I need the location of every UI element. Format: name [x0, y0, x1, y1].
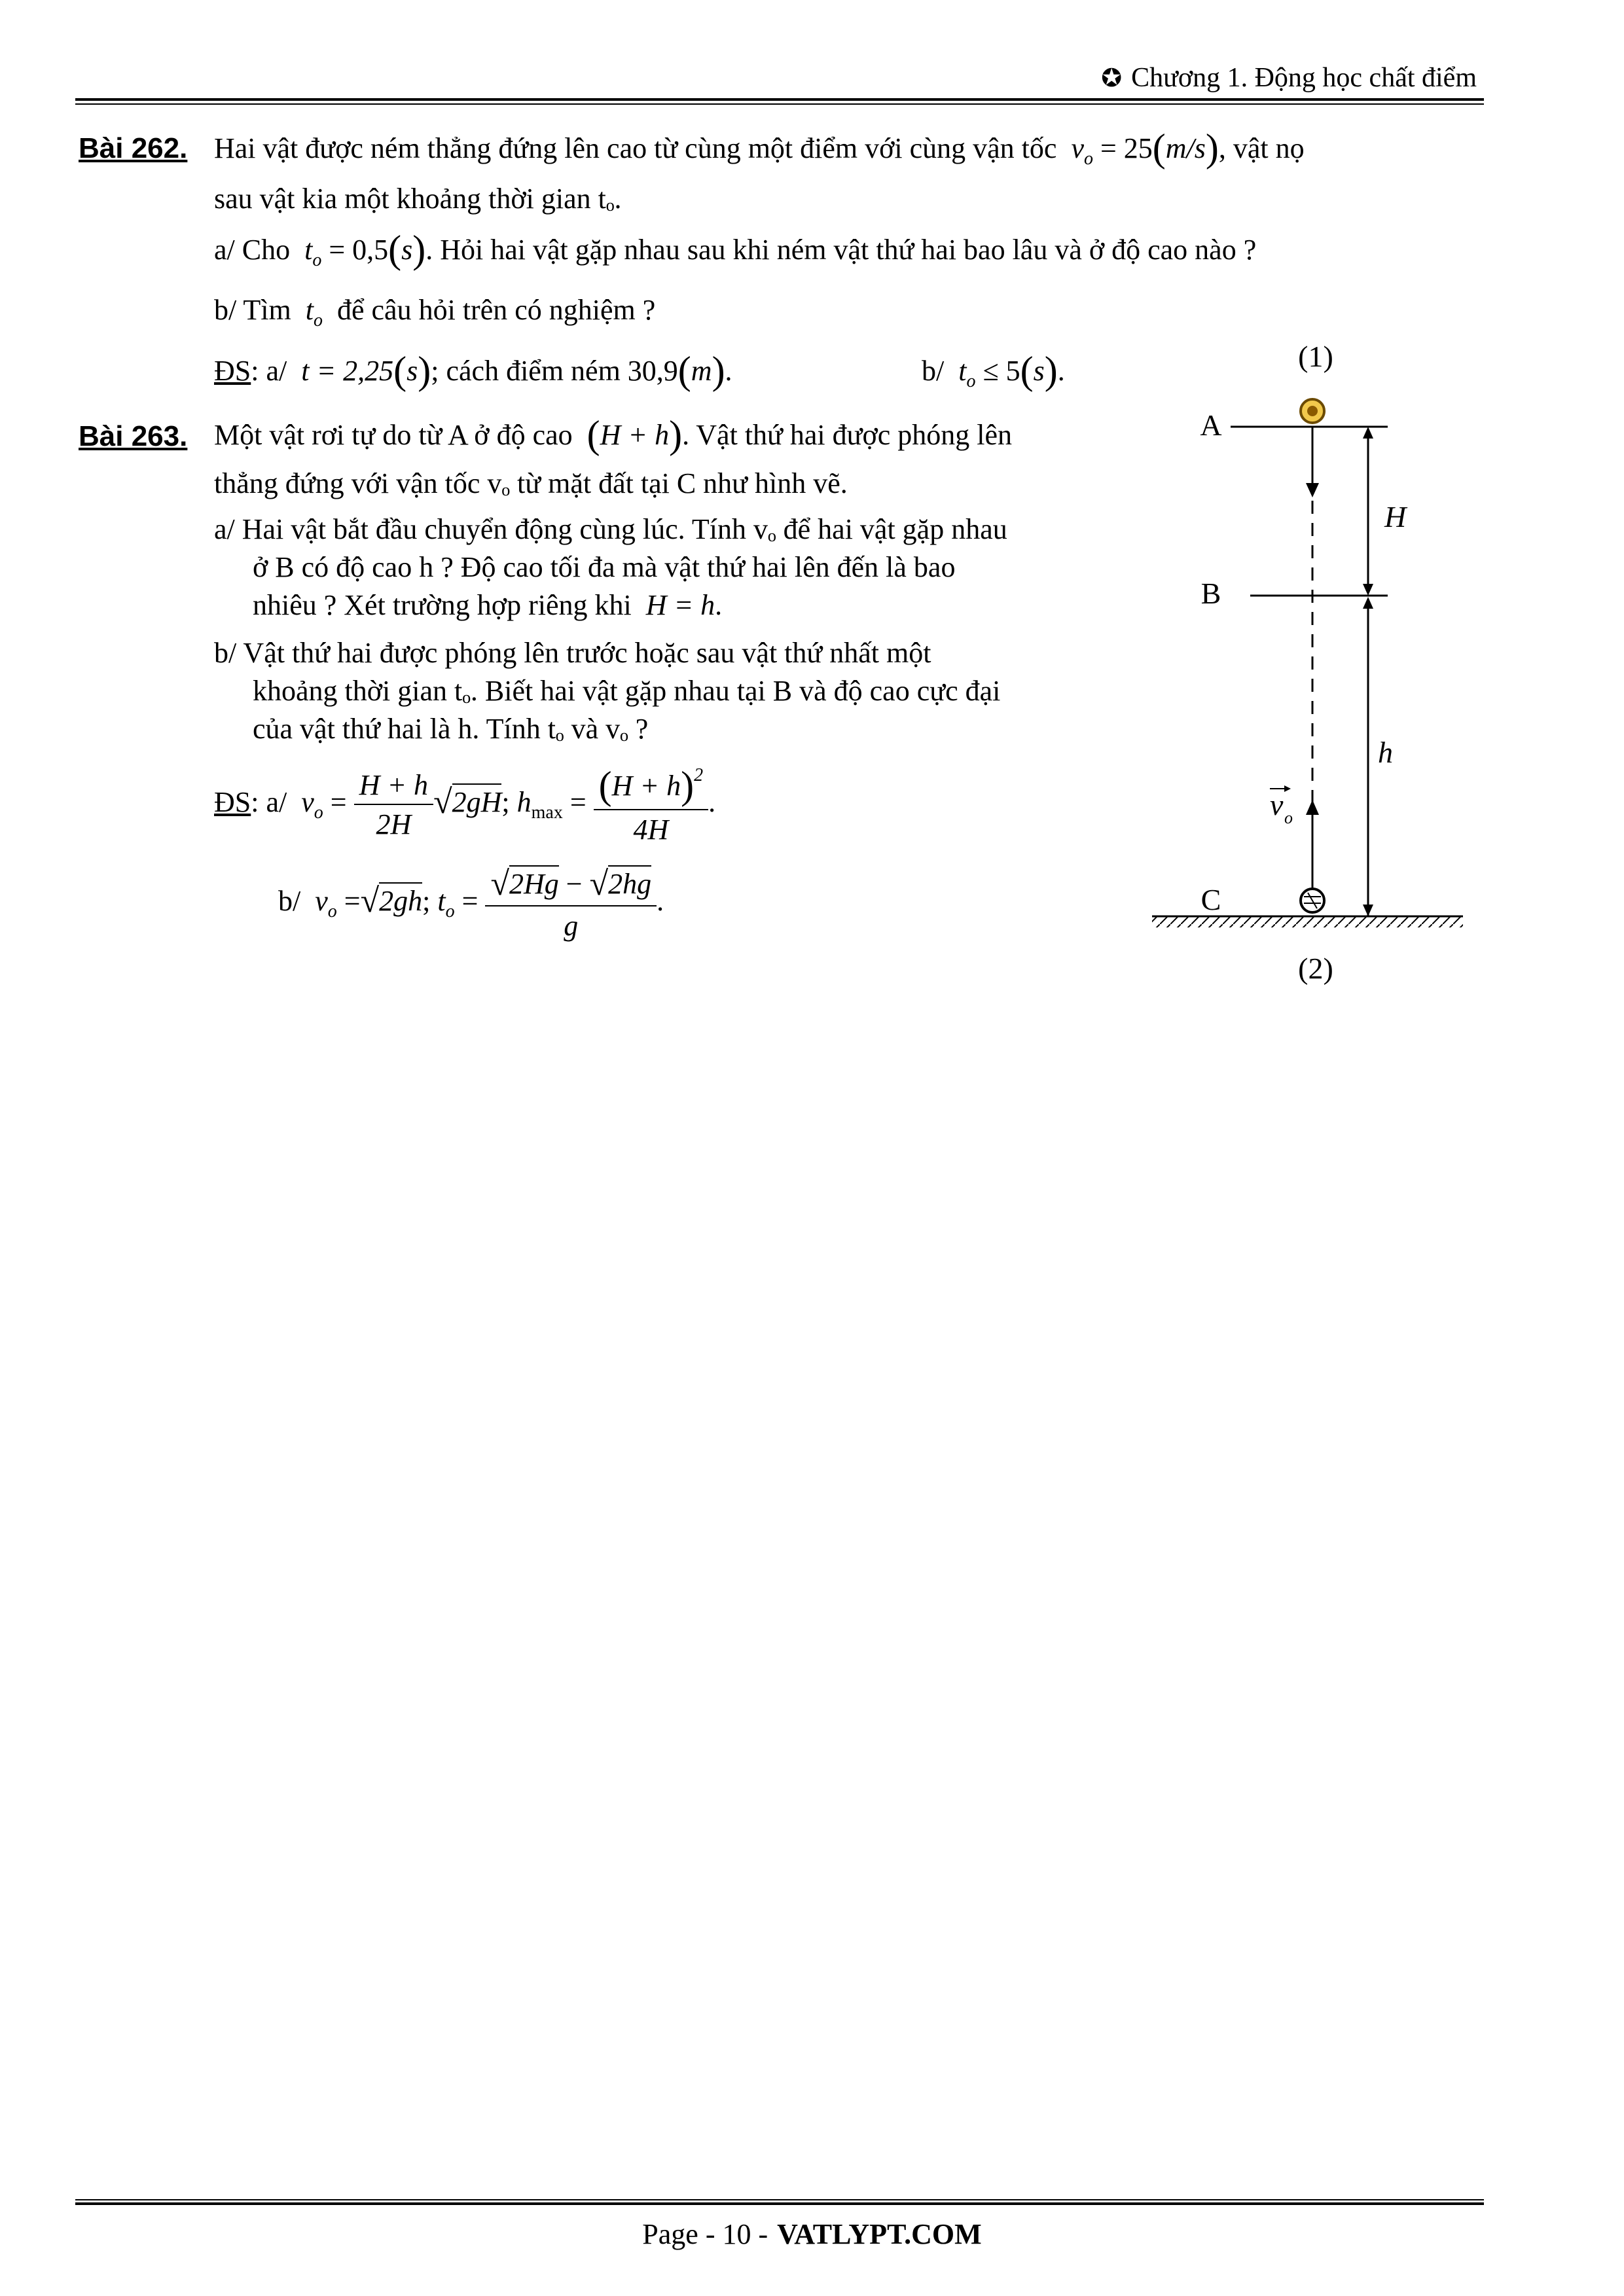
page-number: Page - 10 -	[642, 2218, 768, 2250]
chapter-title: Chương 1. Động học chất điểm	[1131, 63, 1477, 93]
problem-262-line1: Hai vật được ném thẳng đứng lên cao từ cùng một điểm với cùng vận tốc $v_o = 25(m/s)$, vật nọ	[214, 126, 1305, 170]
ball-2-icon	[1301, 889, 1324, 912]
ground-hatch	[1152, 917, 1463, 927]
problem-263-part-a-1: a/ Hai vật bắt đầu chuyển động cùng lúc. Tính vₒ để hai vật gặp nhau	[214, 513, 1007, 545]
label-h: h	[1378, 736, 1393, 769]
problem-263-answer-a: ĐS: a/ $v_o$ = $\frac{H + h}{2H}$ √2gH; $h_{max}$ = $\frac{(H + h)^2}{4H}$ .	[214, 764, 716, 846]
problem-263-part-b-2: khoảng thời gian tₒ. Biết hai vật gặp nhau tại B và độ cao cực đại	[253, 675, 1001, 707]
header-rule	[75, 98, 1484, 101]
page-footer	[0, 2217, 1624, 2251]
star-circle-icon: ✪	[1101, 63, 1123, 92]
label-a: A	[1200, 408, 1222, 442]
footer-rule-thin	[75, 2199, 1484, 2200]
label-b: B	[1200, 577, 1221, 610]
site-name: VATLYPT.COM	[777, 2218, 982, 2250]
chapter-header	[1101, 62, 1477, 94]
fraction-2: $\frac{(H + h)^2}{4H}$	[594, 766, 708, 844]
problem-262-part-b: b/ Tìm $t_o$ để câu hỏi trên có nghiệm ?	[214, 294, 656, 331]
problem-263-part-b-1: b/ Vật thứ hai được phóng lên trước hoặc sau vật thứ nhất một	[214, 637, 931, 669]
problem-262-answer: ĐS: a/ t = 2,25(s); cách điểm ném 30,9(m).	[214, 349, 732, 392]
label-2: (2)	[1298, 952, 1333, 985]
problem-263-line2: thẳng đứng với vận tốc vₒ từ mặt đất tại C như hình vẽ.	[214, 467, 848, 499]
problem-262-answer-b: b/ $t_o \le 5(s)$.	[922, 349, 1065, 392]
problem-262-title: Bài 262.	[79, 132, 188, 164]
fraction-3: $\frac{√2Hg - √2hg}{g}$	[485, 867, 657, 941]
ball-1-icon	[1301, 399, 1324, 423]
motion-diagram	[1139, 327, 1479, 1014]
problem-263-line1: Một vật rơi tự do từ A ở độ cao (H + h). Vật thứ hai được phóng lên	[214, 413, 1013, 456]
label-1: (1)	[1298, 340, 1333, 373]
svg-text:o: o	[1284, 808, 1293, 827]
fraction-1: $\frac{H + h}{2H}$	[354, 771, 433, 839]
problem-263-part-b-3: của vật thứ hai là h. Tính tₒ và vₒ ?	[253, 713, 649, 745]
problem-263-part-a-2: ở B có độ cao h ? Độ cao tối đa mà vật thứ hai lên đến là bao	[253, 551, 956, 583]
problem-262-part-a: a/ Cho $t_o = 0,5(s)$. Hỏi hai vật gặp nhau sau khi ném vật thứ hai bao lâu và ở độ cao nào ?	[214, 228, 1257, 271]
problem-263-title: Bài 263.	[79, 420, 188, 452]
label-c: C	[1200, 883, 1221, 916]
label-H: H	[1384, 500, 1407, 533]
header-rule-thin	[75, 103, 1484, 105]
problem-263-part-a-3: nhiêu ? Xét trường hợp riêng khi H = h.	[253, 589, 723, 621]
label-vo: v	[1270, 788, 1284, 821]
problem-263-answer-b: b/ $v_o =√2gh$; $t_o$ = $\frac{√2Hg - √2hg}{g}$ .	[278, 865, 664, 942]
footer-rule	[75, 2202, 1484, 2205]
problem-262-line2: sau vật kia một khoảng thời gian tₒ.	[214, 183, 622, 215]
